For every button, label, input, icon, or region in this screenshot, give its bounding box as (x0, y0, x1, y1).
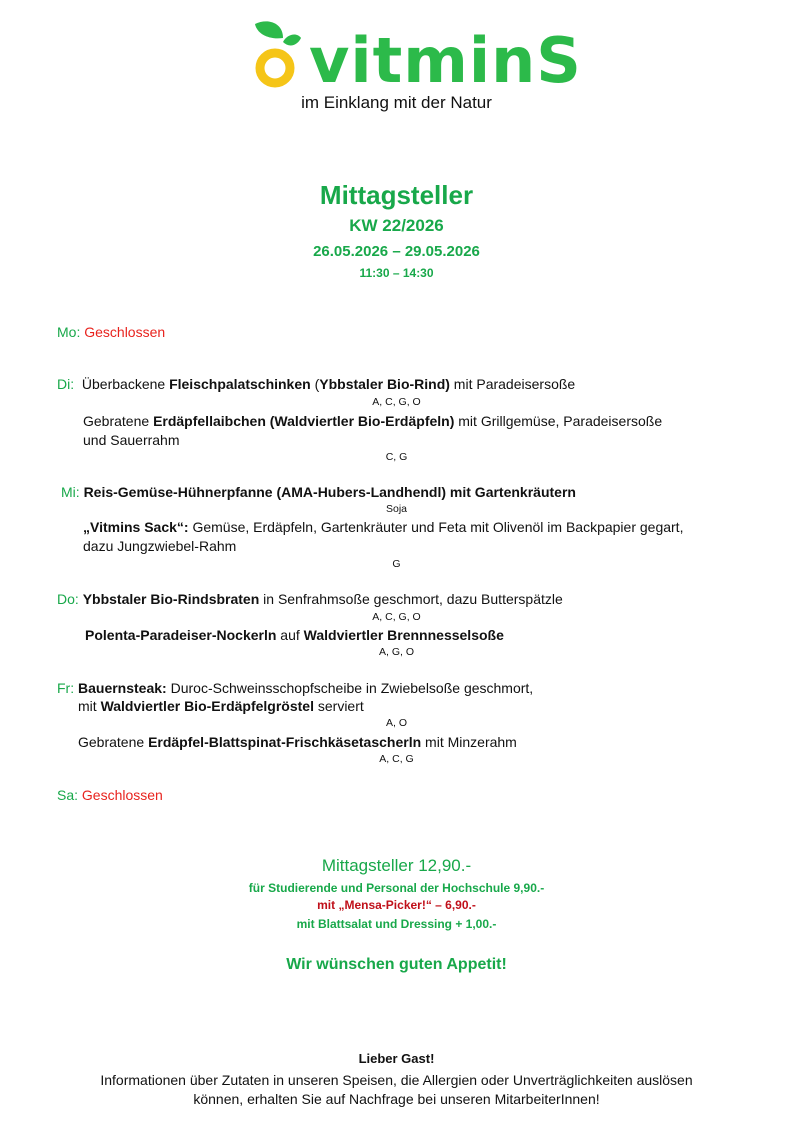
allergen-codes: A, O (385, 717, 407, 729)
serving-time: 11:30 – 14:30 (359, 266, 434, 280)
price-students: für Studierende und Personal der Hochschule 9,90.- (248, 881, 545, 895)
day-wednesday-dish-1 (61, 484, 576, 500)
dish-text: mit Grillgemüse, Paradeisersoße (454, 413, 663, 429)
allergen-codes: A, C, G, O (372, 396, 421, 408)
dish-text: serviert (313, 698, 364, 714)
dish-highlight: Bauernsteak: (78, 680, 167, 696)
price-salad-addon: mit Blattsalat und Dressing + 1,00.- (296, 917, 497, 931)
logo-wordmark: vitminS (309, 24, 582, 97)
dish-text-line-2: dazu Jungzwiebel-Rahm (83, 538, 237, 554)
day-label: Sa: (57, 787, 79, 803)
guest-note-line: können, erhalten Sie auf Nachfrage bei unseren MitarbeiterInnen! (193, 1091, 600, 1107)
dish-highlight: Fleischpalatschinken (169, 376, 311, 392)
day-label: Di: (57, 376, 75, 392)
allergen-codes: C, G (385, 451, 408, 463)
dish-text: in Senfrahmsoße geschmort, dazu Butterspätzle (259, 591, 563, 607)
day-friday-dish-1 (57, 680, 533, 696)
closed-text: Geschlossen (81, 787, 163, 803)
dish-highlight: Waldviertler Bio-Erdäpfelgröstel (100, 698, 314, 714)
allergen-codes: A, C, G (379, 753, 414, 765)
allergen-codes: A, G, O (378, 646, 414, 658)
day-tuesday-dish-2 (83, 413, 662, 429)
dish-highlight: Erdäpfellaibchen (Waldviertler Bio-Erdäpfeln) (153, 413, 455, 429)
dish-text: Gebratene (78, 734, 149, 750)
price-mensa-picker: mit „Mensa-Picker!“ – 6,90.- (317, 898, 476, 912)
day-tuesday-dish-1 (57, 376, 575, 392)
day-thursday-dish-2 (85, 627, 504, 643)
dish-highlight: Polenta-Paradeiser-Nockerln (85, 627, 277, 643)
closed-text: Geschlossen (84, 324, 166, 340)
date-range: 26.05.2026 – 29.05.2026 (313, 243, 480, 260)
closing-greeting: Wir wünschen guten Appetit! (286, 956, 507, 973)
day-monday (57, 324, 165, 340)
price-main: Mittagsteller 12,90.- (321, 856, 472, 875)
day-saturday (57, 787, 163, 803)
dish-highlight: Reis-Gemüse-Hühnerpfanne (AMA-Hubers-Landhendl) mit Gartenkräutern (83, 484, 576, 500)
dish-text: auf (276, 627, 304, 643)
day-label: Mi: (61, 484, 80, 500)
day-thursday-dish-1 (57, 591, 563, 607)
dish-text-line-2: und Sauerrahm (83, 432, 180, 448)
dish-highlight: Ybbstaler Bio-Rind) (319, 376, 450, 392)
day-label: Fr: (57, 680, 75, 696)
dish-text-line-2 (78, 698, 364, 714)
guest-note-title: Lieber Gast! (358, 1051, 435, 1066)
logo-tagline: im Einklang mit der Natur (301, 93, 492, 112)
allergen-codes: A, C, G, O (372, 611, 421, 623)
dish-text: ( (310, 376, 320, 392)
orange-fruit-logo-icon (253, 18, 303, 90)
dish-text: mit (78, 698, 101, 714)
dish-text: mit Paradeisersoße (449, 376, 576, 392)
dish-highlight: Waldviertler Brennnesselsoße (303, 627, 504, 643)
dish-text: Gebratene (83, 413, 154, 429)
week-number: KW 22/2026 (349, 216, 444, 235)
dish-text: Duroc-Schweinsschopfscheibe in Zwiebelsoße geschmort, (166, 680, 534, 696)
day-label: Do: (57, 591, 79, 607)
dish-highlight: „Vitmins Sack“: (83, 519, 189, 535)
dish-highlight: Ybbstaler Bio-Rindsbraten (82, 591, 260, 607)
dish-text: Gemüse, Erdäpfeln, Gartenkräuter und Feta mit Olivenöl im Backpapier gegart, (188, 519, 684, 535)
guest-note-line: Informationen über Zutaten in unseren Speisen, die Allergien oder Unverträglichkeiten auslösen (100, 1072, 693, 1088)
page-title: Mittagsteller (319, 180, 474, 210)
day-label: Mo: (57, 324, 81, 340)
allergen-codes: Soja (385, 503, 407, 515)
allergen-codes: G (392, 558, 401, 570)
day-wednesday-dish-2 (83, 519, 683, 535)
day-friday-dish-2 (78, 734, 517, 750)
dish-text: Überbackene (81, 376, 170, 392)
dish-text: mit Minzerahm (421, 734, 517, 750)
dish-highlight: Erdäpfel-Blattspinat-Frischkäsetascherln (148, 734, 422, 750)
